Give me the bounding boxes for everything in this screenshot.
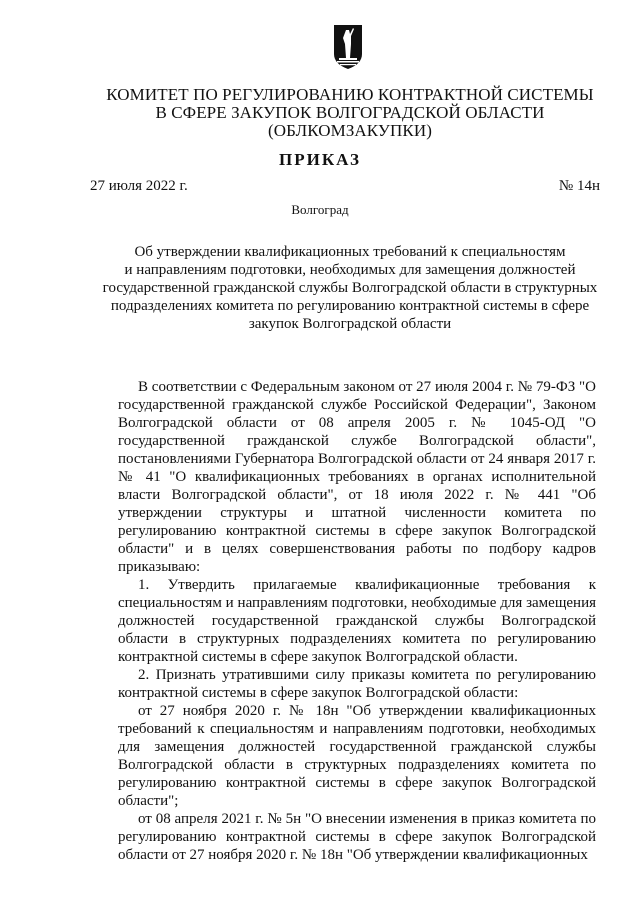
subject-line: государственной гражданской службы Волгоградской области в структурных (102, 280, 598, 296)
subject-line: и направлениям подготовки, необходимых для замещения должностей (124, 262, 576, 278)
order-city: Волгоград (291, 202, 349, 217)
order-number: № 14н (558, 178, 600, 194)
committee-name-line: В СФЕРЕ ЗАКУПОК ВОЛГОГРАДСКОЙ ОБЛАСТИ (155, 103, 545, 122)
order-title: ПРИКАЗ (279, 150, 361, 169)
preamble-paragraph: В соответствии с Федеральным законом от 27 июля 2004 г. № 79-ФЗ "О государственной гражданской службе Российской Федерации", Законом Волгоградской области от 08 апреля 2005 г. № 1045-ОД "О государственной гражданской службе Волгоградской области", постановлениями Губернатора Волгоградской области от 24 января 2017 г. № 41 "О квалификационных требованиях в органах исполнительной власти Волгоградской области", от 18 июля 2022 г. № 441 "Об утверждении структуры и штатной численности комитета по регулированию контрактной системы в сфере закупок Волгоградской области" и в целях совершенствования работы по подбору кадров приказываю: (118, 379, 596, 575)
subject-line: Об утверждении квалификационных требований к специальностям (134, 244, 566, 260)
volgograd-coat-of-arms-icon (333, 24, 363, 70)
committee-abbreviation: (ОБЛКОМЗАКУПКИ) (268, 121, 432, 140)
committee-name-line: КОМИТЕТ ПО РЕГУЛИРОВАНИЮ КОНТРАКТНОЙ СИСТЕМЫ (106, 85, 594, 104)
subject-line: закупок Волгоградской области (248, 316, 452, 332)
order-date: 27 июля 2022 г. (90, 178, 188, 194)
order-subject (60, 243, 640, 333)
order-body (118, 378, 596, 864)
item-1-paragraph: 1. Утвердить прилагаемые квалификационные требования к специальностям и направлениям подготовки, необходимые для замещения должностей государственной гражданской службы Волгоградской области в структурных подразделениях комитета по регулированию контрактной системы в сфере закупок Волгоградской области. (118, 577, 596, 665)
item-2-paragraph: 2. Признать утратившими силу приказы комитета по регулированию контрактной системы в сфере закупок Волгоградской области: (118, 667, 596, 701)
item-2b-paragraph: от 08 апреля 2021 г. № 5н "О внесении изменения в приказ комитета по регулированию контрактной системы в сфере закупок Волгоградской области от 27 ноября 2020 г. № 18н "Об утверждении квалификационных (118, 811, 596, 863)
committee-header (60, 86, 640, 140)
item-2a-paragraph: от 27 ноября 2020 г. № 18н "Об утверждении квалификационных требований к специальностям и направлениям подготовки, необходимых для замещения должностей государственной гражданской службы Волгоградской области в структурных подразделениях комитета по регулированию контрактной системы в сфере закупок Волгоградской области"; (118, 703, 596, 809)
subject-line: подразделениях комитета по регулированию контрактной системы в сфере (110, 298, 590, 314)
